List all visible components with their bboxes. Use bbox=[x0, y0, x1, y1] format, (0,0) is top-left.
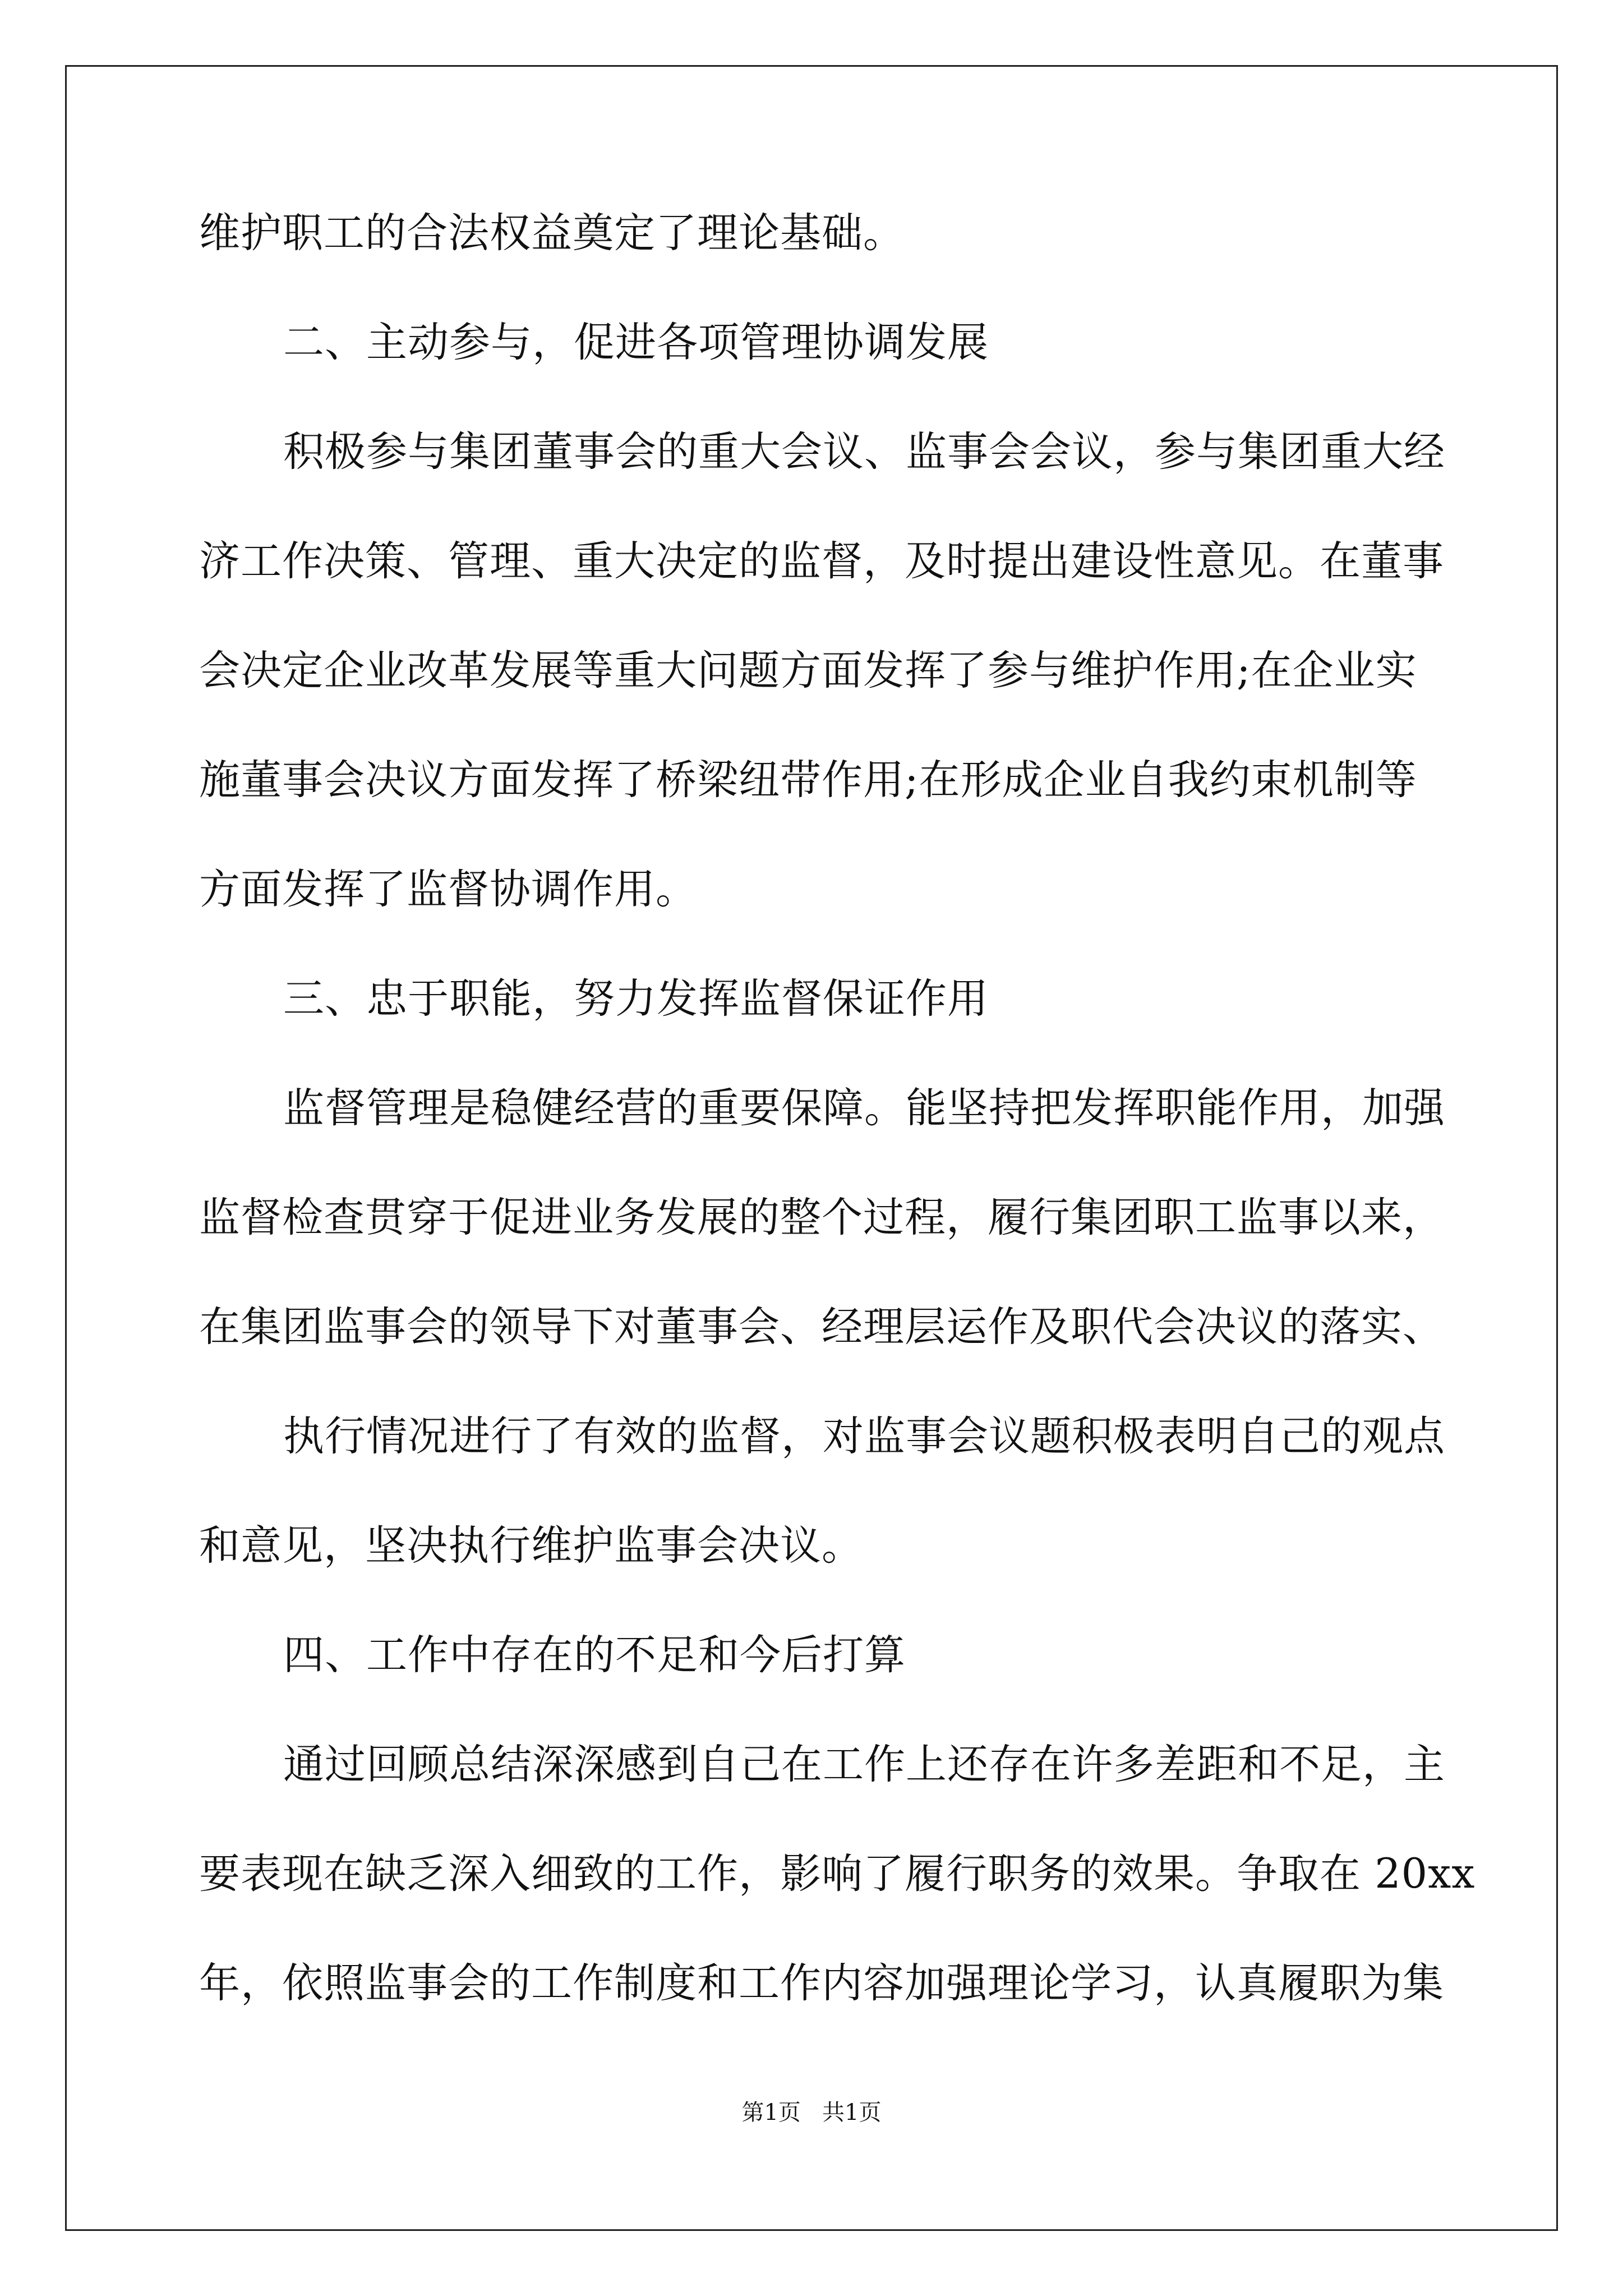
page-frame bbox=[65, 65, 1558, 2231]
section-heading: 二、主动参与，促进各项管理协调发展 bbox=[283, 319, 989, 366]
body-text-line: 监督检查贯穿于促进业务发展的整个过程，履行集团职工监事以来， bbox=[199, 1194, 1444, 1241]
body-text-line: 积极参与集团董事会的重大会议、监事会会议，参与集团重大经 bbox=[283, 428, 1445, 476]
body-text-line: 施董事会决议方面发挥了桥梁纽带作用;在形成企业自我约束机制等 bbox=[199, 756, 1417, 804]
body-text-line: 维护职工的合法权益奠定了理论基础。 bbox=[199, 209, 905, 257]
body-text-line: 在集团监事会的领导下对董事会、经理层运作及职代会决议的落实、 bbox=[199, 1303, 1444, 1351]
body-text-line: 执行情况进行了有效的监督，对监事会议题积极表明自己的观点 bbox=[283, 1412, 1445, 1460]
body-text-line: 方面发挥了监督协调作用。 bbox=[199, 866, 697, 913]
body-text-line: 要表现在缺乏深入细致的工作，影响了履行职务的效果。争取在 20xx bbox=[199, 1850, 1476, 1898]
body-text-line: 和意见，坚决执行维护监事会决议。 bbox=[199, 1522, 863, 1570]
body-text-line: 会决定企业改革发展等重大问题方面发挥了参与维护作用;在企业实 bbox=[199, 647, 1417, 694]
section-heading: 三、忠于职能，努力发挥监督保证作用 bbox=[283, 975, 989, 1023]
body-text-line: 通过回顾总结深深感到自己在工作上还存在许多差距和不足，主 bbox=[283, 1741, 1445, 1788]
body-text-line: 监督管理是稳健经营的重要保障。能坚持把发挥职能作用，加强 bbox=[283, 1084, 1445, 1132]
page-footer: 第1页 共1页 bbox=[741, 2100, 882, 2125]
section-heading: 四、工作中存在的不足和今后打算 bbox=[283, 1631, 906, 1679]
body-text-line: 年，依照监事会的工作制度和工作内容加强理论学习，认真履职为集 bbox=[199, 1959, 1444, 2007]
body-text-line: 济工作决策、管理、重大决定的监督，及时提出建设性意见。在董事 bbox=[199, 537, 1444, 585]
